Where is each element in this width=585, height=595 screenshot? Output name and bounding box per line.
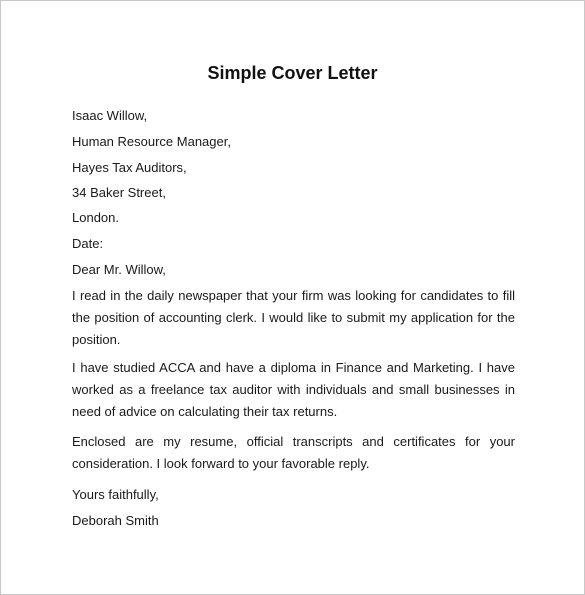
letter-title: Simple Cover Letter bbox=[207, 63, 378, 83]
salutation: Dear Mr. Willow, bbox=[72, 262, 166, 277]
recipient-company: Hayes Tax Auditors, bbox=[72, 160, 187, 175]
recipient-city: London. bbox=[72, 210, 119, 225]
signature-name: Deborah Smith bbox=[72, 513, 159, 528]
recipient-position: Human Resource Manager, bbox=[72, 134, 231, 149]
body-paragraph-2: I have studied ACCA and have a diploma in Finance and Marketing. I have worked as a freelance tax auditor with individuals and small businesses in need of advice on calculating their tax returns. bbox=[72, 360, 515, 419]
closing: Yours faithfully, bbox=[72, 487, 159, 502]
letter-date: Date: bbox=[72, 236, 104, 251]
body-paragraph-1: I read in the daily newspaper that your firm was looking for candidates to fill the position of accounting clerk. I would like to submit my application for the position. bbox=[72, 288, 515, 347]
recipient-street: 34 Baker Street, bbox=[72, 185, 166, 200]
recipient-name: Isaac Willow, bbox=[72, 108, 148, 123]
body-paragraph-3: Enclosed are my resume, official transcripts and certificates for your consideration. I look forward to your favorable reply. bbox=[72, 434, 515, 471]
